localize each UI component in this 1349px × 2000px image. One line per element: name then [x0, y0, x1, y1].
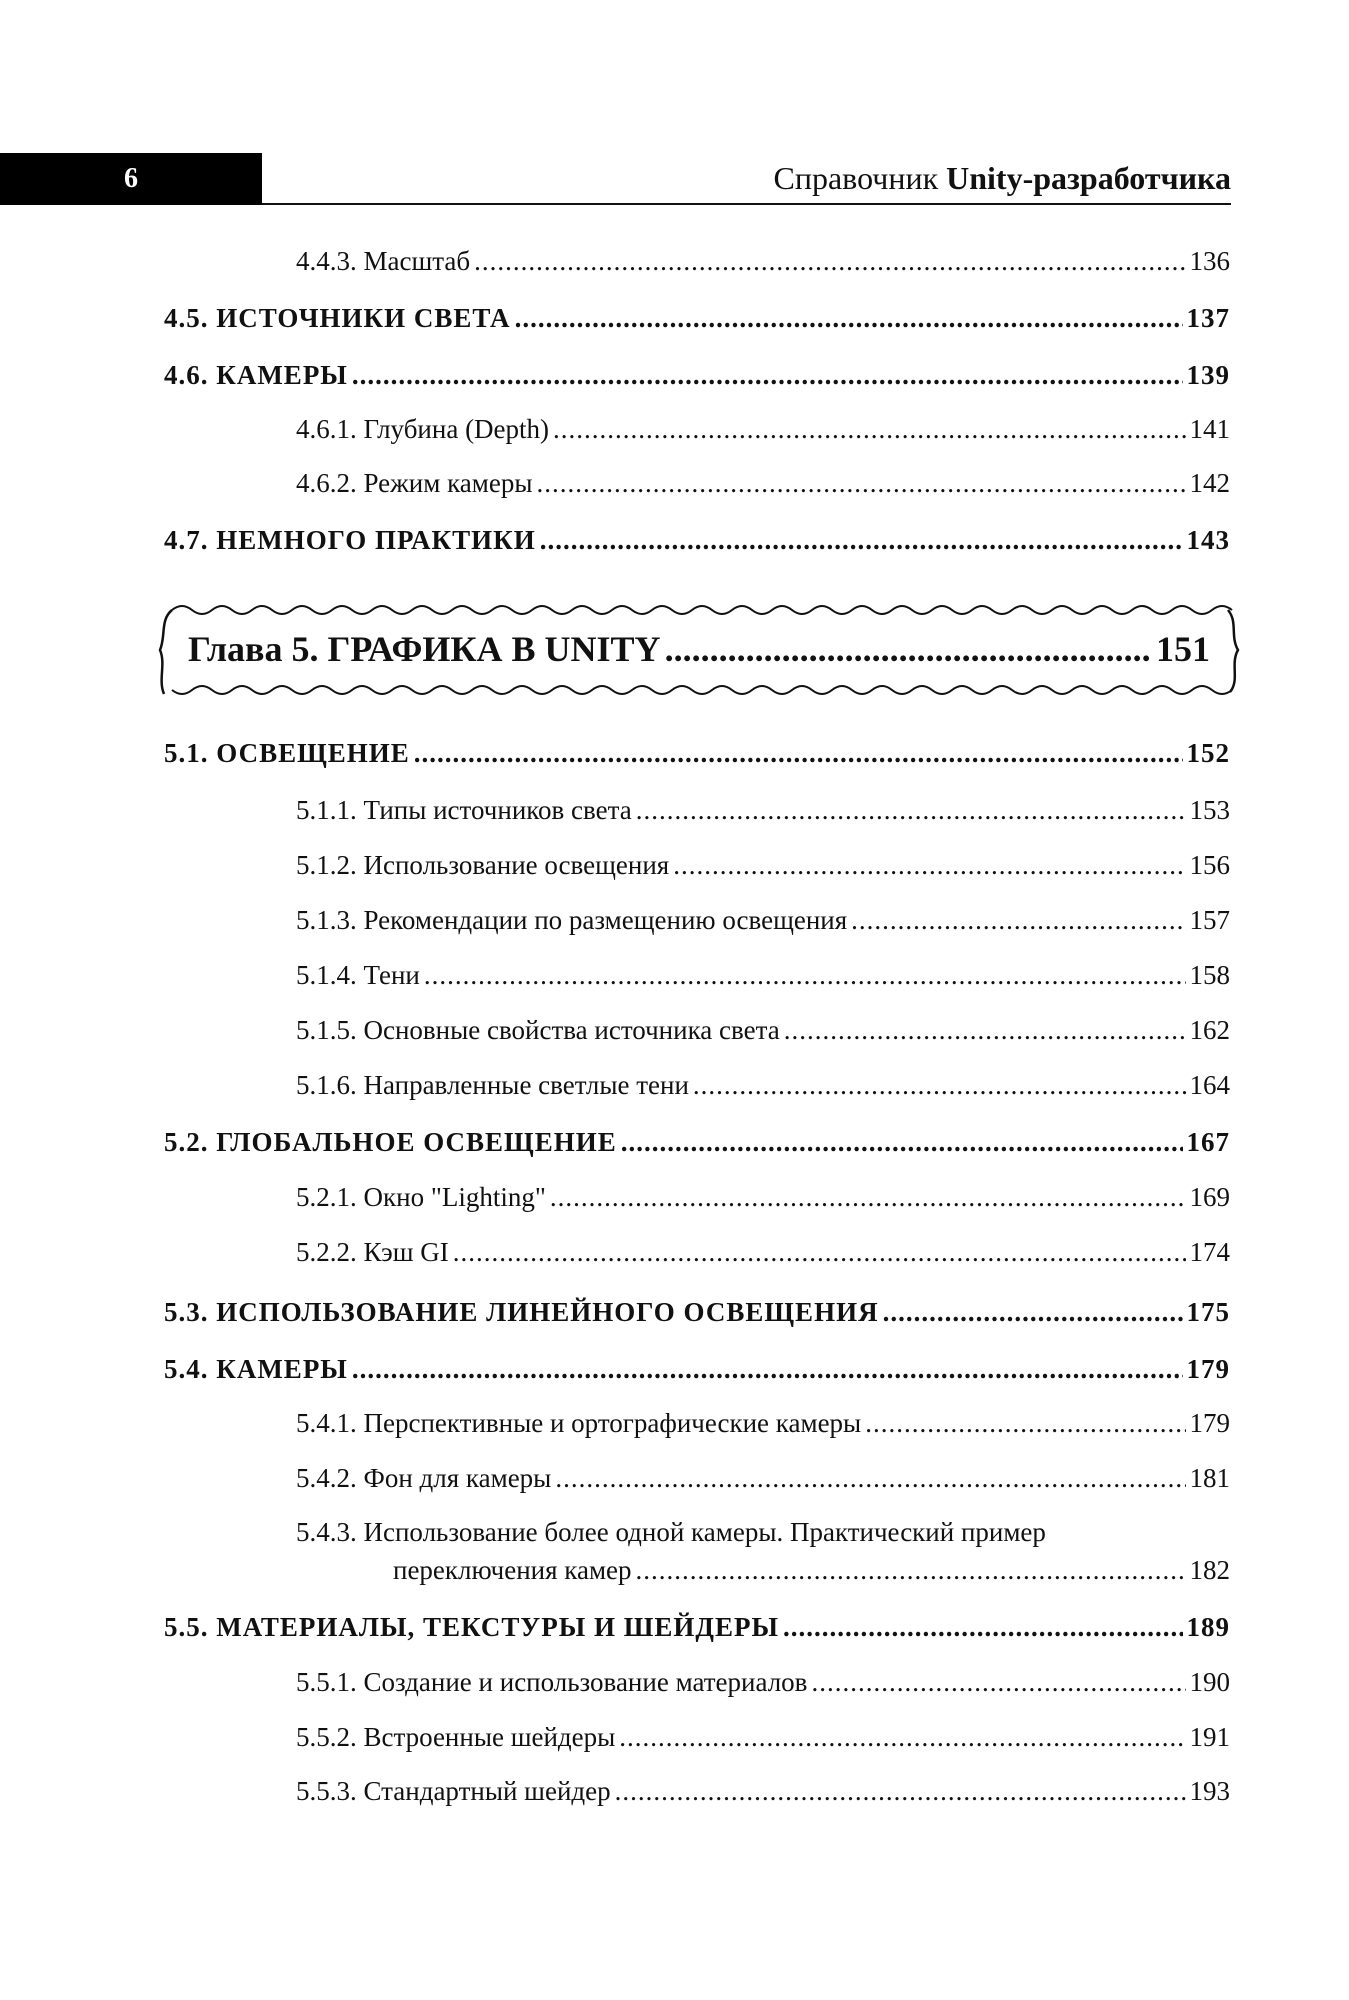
toc-entry-page: 191 [1189, 1722, 1230, 1752]
toc-section-page: 137 [1186, 303, 1230, 333]
chapter-title: Глава 5. ГРАФИКА В UNITY [188, 629, 661, 669]
toc-entry-title: 5.4.2. Фон для камеры [296, 1463, 552, 1493]
toc-entry[interactable] [393, 1555, 1230, 1586]
leader-dots [515, 303, 1183, 334]
toc-entry-title: 5.2.2. Кэш GI [296, 1237, 449, 1267]
toc-section-page: 179 [1186, 1354, 1230, 1384]
leader-dots [883, 1297, 1183, 1328]
toc-entry-page: 142 [1189, 468, 1230, 498]
toc-section[interactable] [164, 1612, 1230, 1643]
leader-dots [783, 1612, 1182, 1643]
leader-dots [636, 1555, 1186, 1586]
toc-section[interactable] [164, 360, 1230, 391]
toc-section-title: 4.6. КАМЕРЫ [164, 360, 348, 390]
toc-section-page: 139 [1186, 360, 1230, 390]
toc-entry-page: 190 [1189, 1667, 1230, 1697]
frame-left-brace [160, 610, 172, 694]
leader-dots [414, 738, 1183, 769]
chapter-page: 151 [1156, 629, 1210, 669]
toc-entry-page: 179 [1189, 1408, 1230, 1438]
toc-entry-title: 5.5.2. Встроенные шейдеры [296, 1722, 616, 1752]
leader-dots [665, 628, 1152, 670]
frame-bottom-wave [172, 686, 1232, 694]
running-header-title [774, 158, 1232, 198]
toc-section-title: 5.2. ГЛОБАЛЬНОЕ ОСВЕЩЕНИЕ [164, 1127, 617, 1157]
toc-entry[interactable] [296, 1070, 1230, 1101]
toc-section[interactable] [164, 1297, 1230, 1328]
toc-entry-page: 157 [1189, 905, 1230, 935]
toc-entry-title: 4.4.3. Масштаб [296, 246, 471, 276]
toc-entry[interactable] [296, 795, 1230, 826]
toc-entry-page: 181 [1189, 1463, 1230, 1493]
toc-section-page: 175 [1186, 1297, 1230, 1327]
toc-entry-page: 136 [1189, 246, 1230, 276]
leader-dots [615, 1776, 1186, 1807]
leader-dots [352, 360, 1183, 391]
toc-entry-title: 4.6.1. Глубина (Depth) [296, 414, 550, 444]
toc-entry[interactable] [296, 1667, 1230, 1698]
toc-section[interactable] [164, 303, 1230, 334]
toc-entry-title: 5.4.1. Перспективные и ортографические камеры [296, 1408, 862, 1438]
chapter-heading[interactable] [152, 598, 1248, 702]
toc-entry-title: 5.2.1. Окно "Lighting" [296, 1182, 546, 1212]
toc-entry-title: 5.1.3. Рекомендации по размещению освещения [296, 905, 848, 935]
leader-dots [537, 468, 1186, 499]
leader-dots [673, 850, 1185, 881]
running-header-prefix: Справочник [773, 160, 947, 196]
toc-entry[interactable] [296, 1408, 1230, 1439]
toc-section-page: 152 [1186, 738, 1230, 768]
toc-section-page: 143 [1186, 525, 1230, 555]
toc-entry-title: 5.5.1. Создание и использование материалов [296, 1667, 808, 1697]
toc-entry-page: 153 [1189, 795, 1230, 825]
leader-dots [784, 1015, 1186, 1046]
toc-entry-title-line1[interactable]: 5.4.3. Использование более одной камеры. Практический пример [296, 1517, 1046, 1547]
toc-entry-title: 4.6.2. Режим камеры [296, 468, 533, 498]
leader-dots [811, 1667, 1185, 1698]
toc-entry[interactable] [296, 1237, 1230, 1268]
frame-right-brace [1228, 610, 1238, 692]
toc-entry-page: 182 [1189, 1555, 1230, 1585]
toc-section-title: 5.5. МАТЕРИАЛЫ, ТЕКСТУРЫ И ШЕЙДЕРЫ [164, 1612, 780, 1642]
toc-entry-title: переключения камер [393, 1555, 632, 1585]
leader-dots [555, 1463, 1185, 1494]
leader-dots [636, 795, 1186, 826]
leader-dots [865, 1408, 1185, 1439]
toc-entry-page: 164 [1189, 1070, 1230, 1100]
toc-section-title: 5.3. ИСПОЛЬЗОВАНИЕ ЛИНЕЙНОГО ОСВЕЩЕНИЯ [164, 1297, 879, 1327]
toc-section[interactable] [164, 738, 1230, 769]
toc-entry[interactable] [296, 468, 1230, 499]
toc-entry-title: 5.1.4. Тени [296, 960, 420, 990]
leader-dots [352, 1354, 1183, 1385]
leader-dots [693, 1070, 1186, 1101]
toc-entry[interactable] [296, 1463, 1230, 1494]
toc-section-page: 189 [1186, 1612, 1230, 1642]
toc-entry-title: 5.1.2. Использование освещения [296, 850, 670, 880]
leader-dots [621, 1127, 1183, 1158]
toc-entry-title: 5.5.3. Стандартный шейдер [296, 1776, 611, 1806]
toc-entry-page: 141 [1189, 414, 1230, 444]
toc-entry-page: 174 [1189, 1237, 1230, 1267]
toc-section-title: 5.1. ОСВЕЩЕНИЕ [164, 738, 410, 768]
page-number-bar [0, 153, 262, 205]
leader-dots [619, 1722, 1185, 1753]
toc-entry[interactable] [296, 1015, 1230, 1046]
toc-entry[interactable] [296, 246, 1230, 277]
toc-section[interactable] [164, 1354, 1230, 1385]
toc-entry[interactable] [296, 960, 1230, 991]
toc-entry[interactable] [296, 1722, 1230, 1753]
running-header-bold: Unity-разработчика [946, 160, 1231, 196]
leader-dots [553, 414, 1185, 445]
toc-entry-title: 5.1.5. Основные свойства источника света [296, 1015, 780, 1045]
toc-entry-page: 169 [1189, 1182, 1230, 1212]
toc-section-title: 4.7. НЕМНОГО ПРАКТИКИ [164, 525, 536, 555]
leader-dots [474, 246, 1185, 277]
toc-entry[interactable] [296, 1776, 1230, 1807]
leader-dots [851, 905, 1185, 936]
toc-section[interactable] [164, 525, 1230, 556]
toc-entry-page: 162 [1189, 1015, 1230, 1045]
leader-dots [453, 1237, 1186, 1268]
leader-dots [540, 525, 1183, 556]
page-number: 6 [124, 163, 138, 194]
chapter-title-line [188, 628, 1210, 670]
toc-section-page: 167 [1186, 1127, 1230, 1157]
toc-entry-page: 158 [1189, 960, 1230, 990]
frame-top-wave [172, 606, 1232, 614]
leader-dots [550, 1182, 1186, 1213]
toc-entry[interactable] [296, 414, 1230, 445]
toc-entry-page: 156 [1189, 850, 1230, 880]
toc-entry[interactable] [296, 1182, 1230, 1213]
header-rule [262, 203, 1231, 205]
toc-entry-title: 5.1.6. Направленные светлые тени [296, 1070, 689, 1100]
toc-section[interactable] [164, 1127, 1230, 1158]
toc-section-title: 4.5. ИСТОЧНИКИ СВЕТА [164, 303, 511, 333]
toc-section-title: 5.4. КАМЕРЫ [164, 1354, 348, 1384]
toc-entry-title: 5.1.1. Типы источников света [296, 795, 632, 825]
toc-entry[interactable] [296, 850, 1230, 881]
toc-entry-page: 193 [1189, 1776, 1230, 1806]
toc-entry[interactable] [296, 905, 1230, 936]
leader-dots [424, 960, 1186, 991]
